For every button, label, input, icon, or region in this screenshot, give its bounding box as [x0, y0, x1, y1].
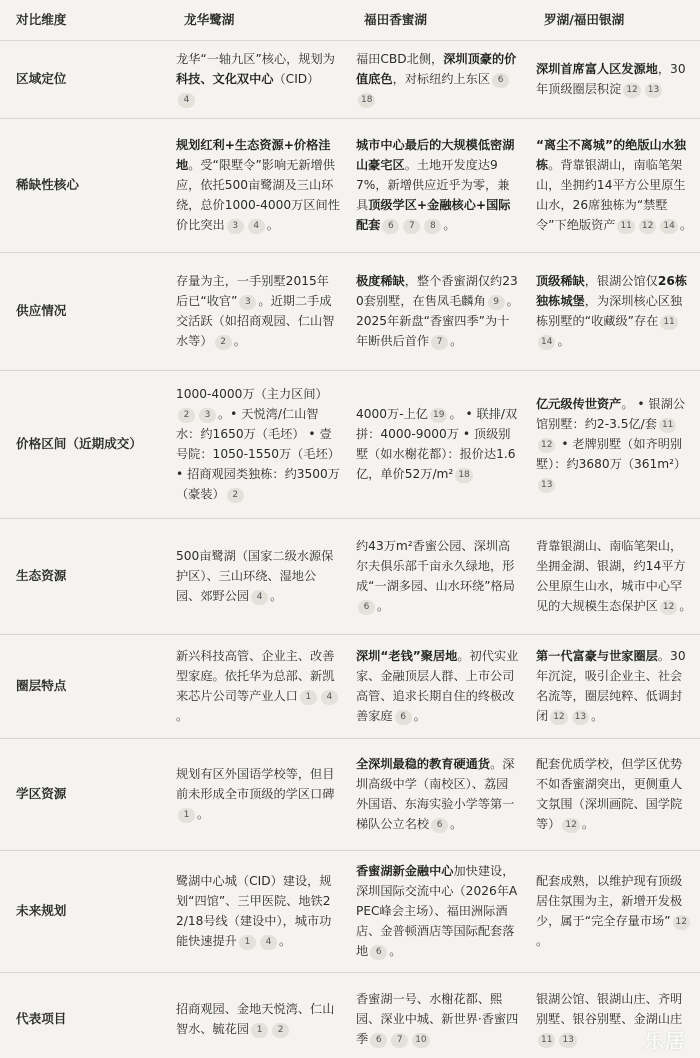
citation-badge[interactable]: 3 [239, 295, 256, 310]
watermark-logo: 乐居 [644, 1029, 686, 1053]
cell-longhua [168, 252, 348, 370]
highlight-text: 香蜜湖新金融中心 [356, 864, 454, 878]
cell-text: 。 [233, 334, 246, 348]
citation-badge[interactable]: 6 [382, 219, 399, 234]
table-row [0, 40, 700, 118]
citation-badge[interactable]: 11 [617, 219, 634, 234]
cell-text: 招商观园、金地天悦湾、仁山智水、毓花园 [176, 1002, 335, 1036]
citation-badge[interactable]: 9 [488, 295, 505, 310]
cell-longhua [168, 972, 348, 1058]
row-dimension-label: 供应情况 [0, 252, 168, 370]
cell-longhua [168, 40, 348, 118]
highlight-text: 深圳首席富人区发源地 [536, 62, 658, 76]
cell-text: ，30年顶级圈层积淀 [536, 62, 686, 96]
citation-badge[interactable]: 1 [251, 1023, 268, 1038]
cell-yinhu [528, 252, 700, 370]
citation-badge[interactable]: 6 [370, 945, 387, 960]
citation-badge[interactable]: 12 [562, 818, 579, 833]
cell-longhua [168, 738, 348, 850]
citation-badge[interactable]: 1 [239, 935, 256, 950]
citation-badge[interactable]: 4 [178, 93, 195, 108]
cell-text: 。背靠银湖山，南临笔架山，坐拥约14平方公里原生山水，26席独栋为“禁墅令”下绝版资产 [536, 158, 686, 232]
cell-text: 。 [413, 709, 426, 723]
citation-badge[interactable]: 2 [215, 335, 232, 350]
cell-text: 。初代实业家、金融顶层人群、上市公司高管、追求长期自住的终极改善家庭 [356, 649, 519, 723]
table-row [0, 252, 700, 370]
cell-longhua [168, 634, 348, 738]
header-longhua: 龙华鹭湖 [168, 0, 348, 40]
cell-text: 500亩鹭湖（国家二级水源保护区）、三山环绕、湿地公园、郊野公园 [176, 549, 334, 603]
cell-yinhu [528, 518, 700, 634]
highlight-text: 城市中心最后的大规模低密湖山豪宅区 [356, 138, 515, 172]
cell-xiangmihu [348, 972, 528, 1058]
table-row [0, 972, 700, 1058]
cell-text: 。 [679, 599, 692, 613]
cell-text: 。 [679, 218, 692, 232]
header-yinhu: 罗湖/福田银湖 [528, 0, 700, 40]
citation-badge[interactable]: 12 [550, 710, 567, 725]
citation-badge[interactable]: 11 [660, 315, 677, 330]
cell-xiangmihu [348, 118, 528, 252]
cell-text: 。受“限墅令”影响无新增供应，依托500亩鹭湖及三山环绕，总价1000-4000万区间性价比突出 [176, 158, 340, 232]
cell-text: 。 [450, 817, 463, 831]
citation-badge[interactable]: 7 [391, 1033, 408, 1048]
row-dimension-label: 生态资源 [0, 518, 168, 634]
citation-badge[interactable]: 1 [178, 808, 195, 823]
citation-badge[interactable]: 2 [272, 1023, 289, 1038]
cell-text: 。 [197, 807, 210, 821]
cell-text: 。深圳高级中学（南校区）、荔园外国语、东海实验小学等第一梯队公立名校 [356, 757, 515, 831]
cell-text: 存量为主，一手别墅2015年后已“收官” [176, 274, 329, 308]
row-dimension-label: 稀缺性核心 [0, 118, 168, 252]
cell-text: 。 • 银湖公馆别墅：约2-3.5亿/套 [536, 397, 685, 431]
cell-text: 加快建设，深圳国际交流中心（2026年APEC峰会主场）、福田洲际酒店、金普顿酒店等国际配套落地 [356, 864, 518, 958]
cell-yinhu [528, 118, 700, 252]
citation-badge[interactable]: 10 [412, 1033, 429, 1048]
citation-badge[interactable]: 4 [251, 590, 268, 605]
cell-xiangmihu [348, 40, 528, 118]
cell-text: 。 • 联排/双拼：4000-9000万 • 顶级别墅（如水榭花都）：报价达1.6亿，单价52万/m² [356, 407, 518, 481]
cell-text: 约43万m²香蜜公园、深圳高尔夫俱乐部千亩永久绿地，形成“一湖多园、山水环绕”格局 [356, 539, 515, 593]
citation-badge[interactable]: 1 [300, 690, 317, 705]
citation-badge[interactable]: 18 [455, 468, 472, 483]
highlight-text: “离尘不离城”的绝版山水独栋 [536, 138, 687, 172]
cell-text: 1000-4000万（主力区间） [176, 387, 328, 401]
cell-text: 。 [278, 934, 292, 948]
cell-xiangmihu [348, 370, 528, 518]
citation-badge[interactable]: 3 [227, 219, 244, 234]
cell-text: （CID） [273, 72, 320, 86]
cell-text: • 老牌别墅（如齐明别墅）：约3680万（361m²） [536, 437, 687, 471]
citation-badge[interactable]: 13 [538, 478, 555, 493]
cell-longhua [168, 118, 348, 252]
cell-yinhu [528, 738, 700, 850]
cell-text: 。30年沉淀，吸引企业主、社会名流等，圈层纯粹、低调封闭 [536, 649, 686, 723]
citation-badge[interactable]: 4 [321, 690, 338, 705]
row-dimension-label: 圈层特点 [0, 634, 168, 738]
highlight-text: 深圳“老钱”聚居地 [356, 649, 458, 663]
cell-text: ，整个香蜜湖仅约230套别墅，在售凤毛麟角 [356, 274, 518, 308]
citation-badge[interactable]: 14 [538, 335, 555, 350]
highlight-text: 极度稀缺 [356, 274, 405, 288]
cell-text: 福田CBD北侧， [356, 52, 444, 66]
citation-badge[interactable]: 6 [492, 73, 509, 88]
cell-text: 香蜜湖一号、水榭花都、熙园、深业中城、新世界·香蜜四季 [356, 992, 519, 1046]
citation-badge[interactable]: 13 [572, 710, 589, 725]
cell-text: 。 [266, 218, 279, 232]
header-dimension: 对比维度 [0, 0, 168, 40]
citation-badge[interactable]: 6 [431, 818, 448, 833]
citation-badge[interactable]: 19 [430, 408, 447, 423]
citation-badge[interactable]: 12 [538, 438, 555, 453]
cell-xiangmihu [348, 850, 528, 972]
citation-badge[interactable]: 6 [370, 1033, 387, 1048]
cell-text: ，对标纽约上东区 [392, 72, 491, 86]
cell-xiangmihu [348, 634, 528, 738]
cell-text: 新兴科技高管、企业主、改善型家庭。依托华为总部、新凯来芯片公司等产业人口 [176, 649, 335, 703]
highlight-text: 规划红利+生态资源+价格洼地 [176, 138, 331, 172]
citation-badge[interactable]: 4 [260, 935, 277, 950]
citation-badge[interactable]: 12 [623, 83, 640, 98]
cell-text: 。近期二手成交活跃（如招商观园、仁山智水等） [176, 294, 335, 348]
highlight-text: 第一代富豪与世家圈层 [536, 649, 658, 663]
row-dimension-label: 代表项目 [0, 972, 168, 1058]
citation-badge[interactable]: 12 [660, 600, 677, 615]
citation-badge[interactable]: 11 [538, 1033, 555, 1048]
cell-xiangmihu [348, 518, 528, 634]
highlight-text: 深圳顶豪的价值底色 [356, 52, 517, 86]
cell-text: 鹭湖中心城（CID）建设，规划“四馆”、三甲医院、地铁22/18号线（建设中），城市功能快速提升 [176, 874, 332, 948]
citation-badge[interactable]: 13 [559, 1033, 576, 1048]
citation-badge[interactable]: 13 [645, 83, 662, 98]
cell-text: 4000万-上亿 [356, 407, 428, 421]
highlight-text: 顶级学区+金融核心+国际配套 [356, 198, 511, 232]
table-row [0, 370, 700, 518]
table-row [0, 850, 700, 972]
citation-badge[interactable]: 6 [395, 710, 412, 725]
citation-badge[interactable]: 7 [403, 219, 420, 234]
citation-badge[interactable]: 6 [358, 600, 375, 615]
highlight-text: 亿元级传世资产 [536, 397, 622, 411]
table-row [0, 634, 700, 738]
cell-text: 配套成熟，以维护现有顶级居住氛围为主，新增开发极少，属于“完全存量市场” [536, 874, 683, 928]
citation-badge[interactable]: 8 [424, 219, 441, 234]
cell-longhua [168, 850, 348, 972]
cell-text: 。 [377, 599, 390, 613]
citation-badge[interactable]: 14 [660, 219, 677, 234]
cell-text: 。 [443, 218, 456, 232]
cell-xiangmihu [348, 252, 528, 370]
citation-badge[interactable]: 2 [227, 488, 244, 503]
cell-text: 。 [389, 944, 402, 958]
cell-xiangmihu [348, 738, 528, 850]
cell-longhua [168, 370, 348, 518]
citation-badge[interactable]: 11 [659, 418, 676, 433]
cell-text: 。 [591, 709, 604, 723]
cell-text: 。• 天悦湾/仁山智水：约1650万（毛坯） • 壹号院：1050-1550万（毛坯） • 招商观园类独栋：约3500万（豪装） [176, 407, 340, 501]
row-dimension-label: 未来规划 [0, 850, 168, 972]
row-dimension-label: 区域定位 [0, 40, 168, 118]
cell-text: 银湖公馆、银湖山庄、齐明别墅、银谷别墅、金湖山庄 [536, 992, 683, 1026]
table-row [0, 118, 700, 252]
cell-text: 。 [270, 589, 283, 603]
cell-text: 。2025年新盘“香蜜四季”为十年断供后首作 [356, 294, 519, 348]
header-xiangmihu: 福田香蜜湖 [348, 0, 528, 40]
citation-badge[interactable]: 18 [358, 93, 375, 108]
citation-badge[interactable]: 12 [673, 915, 690, 930]
cell-text: 。 [450, 334, 463, 348]
cell-text: 配套优质学校，但学区优势不如香蜜湖突出，更侧重人文氛围（深圳画院、国学院等） [536, 757, 683, 831]
cell-text: 规划有区外国语学校等，但目前未形成全市顶级的学区口碑 [176, 767, 335, 801]
table-row [0, 738, 700, 850]
citation-badge[interactable]: 7 [431, 335, 448, 350]
cell-text: ，银湖公馆仅 [584, 274, 658, 288]
citation-badge[interactable]: 3 [199, 408, 216, 423]
cell-yinhu [528, 634, 700, 738]
highlight-text: 科技、文化双中心 [176, 72, 274, 86]
highlight-text: 全深圳最稳的教育硬通货 [356, 757, 491, 771]
cell-text: 。 [557, 334, 570, 348]
cell-yinhu [528, 370, 700, 518]
cell-yinhu [528, 40, 700, 118]
citation-badge[interactable]: 4 [248, 219, 265, 234]
highlight-text: 26栋独栋城堡 [536, 274, 688, 308]
highlight-text: 顶级稀缺 [536, 274, 585, 288]
citation-badge[interactable]: 2 [178, 408, 195, 423]
row-dimension-label: 学区资源 [0, 738, 168, 850]
cell-text: ，为深圳核心区独栋别墅的“收藏级”存在 [536, 294, 683, 328]
cell-text: 。 [581, 817, 595, 831]
table-row [0, 518, 700, 634]
header-row [0, 0, 700, 40]
cell-yinhu [528, 850, 700, 972]
cell-text: 背靠银湖山、南临笔架山，坐拥金湖、银湖，约14平方公里原生山水，城市中心罕见的大规模生态保护区 [536, 539, 686, 613]
cell-longhua [168, 518, 348, 634]
cell-text: 龙华“一轴九区”核心，规划为 [176, 52, 335, 66]
cell-text: 。 [536, 934, 549, 948]
row-dimension-label: 价格区间（近期成交） [0, 370, 168, 518]
citation-badge[interactable]: 12 [639, 219, 656, 234]
cell-text: 。 [176, 709, 189, 723]
cell-text: 。土地开发度达97%，新增供应近乎为零，兼具 [356, 158, 510, 212]
